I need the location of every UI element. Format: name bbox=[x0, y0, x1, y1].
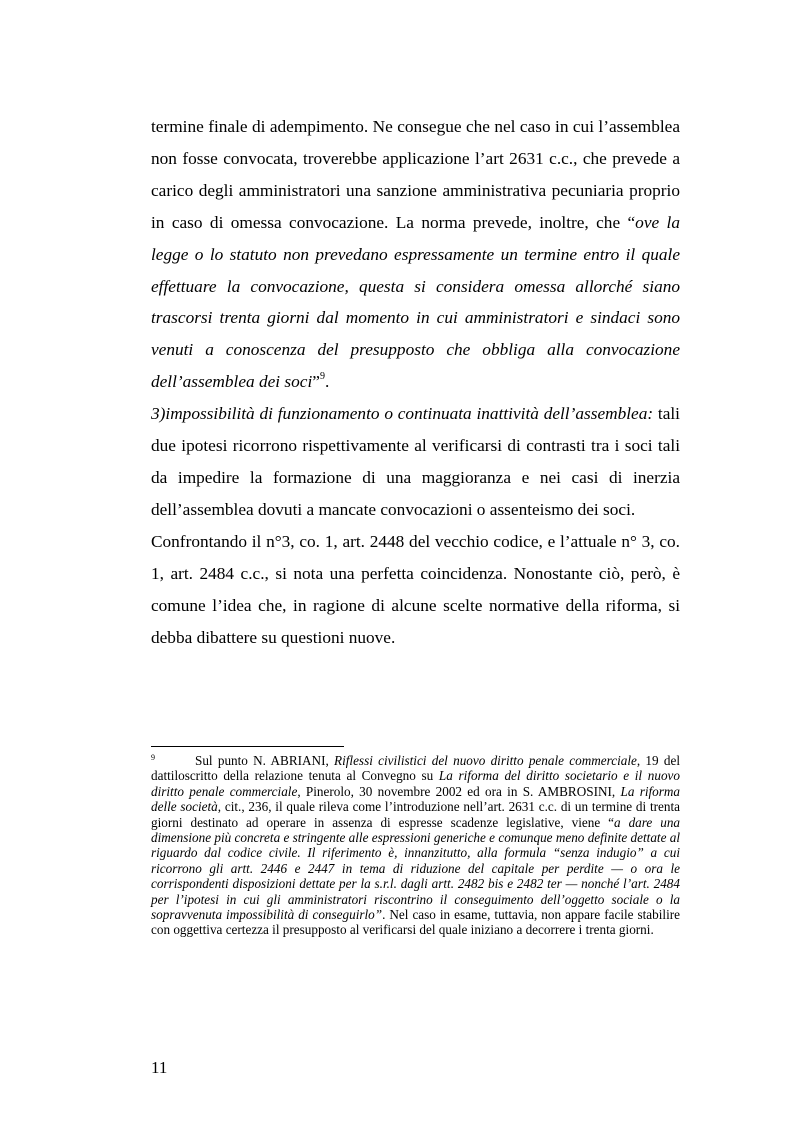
footnote-text: , Pinerolo, 30 novembre 2002 ed ora in S. AMBROSINI, bbox=[297, 783, 621, 799]
body-text bbox=[151, 111, 680, 653]
paragraph-2-text: tali due ipotesi ricorrono rispettivamente al verificarsi di contrasti tra i soci tali da impedire la formazione di una maggioranza e nei casi di inerzia dell’assemblea dovuti a mancate convocazioni o assenteismo dei soci. bbox=[151, 404, 680, 519]
paragraph-1-text: termine finale di adempimento. Ne consegue che nel caso in cui l’assemblea non fosse convocata, troverebbe applicazione l’art 2631 c.c., che prevede a carico degli amministratori una sanzione amministrativa pecuniaria proprio in caso di omessa convocazione. La norma prevede, inoltre, che “ bbox=[151, 117, 680, 232]
footnote-text: , 19 del dattiloscritto della relazione tenuta al Convegno su bbox=[151, 753, 680, 784]
footnote-text: , cit., 236, il quale rileva come l’introduzione nell’art. 2631 c.c. di un termine di trenta giorni destinato ad operare in assenza di espresse scadenze legislative, viene “ bbox=[151, 799, 680, 830]
paragraph-1-end: . bbox=[324, 372, 330, 392]
footnote-quote: a dare una dimensione più concreta e stringente alle espressioni generiche e comunque meno definite dettate al riguardo dal codice civile. Il riferimento è, innanzitutto, alla formula “senza indugio” a cui ricorrono gli artt. 2446 e 2447 in tema di riduzione del capitale per perdite — o ora le corrispondenti disposizioni dettate per la s.r.l. dagli artt. 2482 bis e 2482 ter — nonché l’art. 2484 per l’ipotesi in cui gli amministratori riscontrino il conseguimento dell’oggetto sociale o la sopravvenuta impossibilità di conseguirlo” bbox=[151, 814, 681, 923]
footnote-text: . Nel caso in esame, tuttavia, non appare facile stabilire con oggettiva certezza il presupposto al verificarsi del quale iniziano a decorrere i trenta giorni. bbox=[151, 907, 680, 938]
footnote-number: 9 bbox=[151, 753, 155, 762]
quoted-norm: ove la legge o lo statuto non prevedano espressamente un termine entro il quale effettuare la convocazione, questa si considera omessa allorché siano trascorsi trenta giorni dal momento in cui amministratori e sindaci sono venuti a conoscenza del presupposto che obbliga alla convocazione dell’assemblea dei soci bbox=[151, 212, 680, 392]
paragraph-3: Confrontando il n°3, co. 1, art. 2448 del vecchio codice, e l’attuale n° 3, co. 1, art. 2484 c.c., si nota una perfetta coincidenza. Nonostante ciò, però, è comune l’idea che, in ragione di alcune scelte normative della riforma, si debba dibattere su questioni nuove. bbox=[151, 531, 680, 647]
list-item-heading: 3)impossibilità di funzionamento o continuata inattività dell’assemblea: bbox=[151, 404, 654, 424]
footnote-text: Sul punto N. ABRIANI, bbox=[195, 753, 335, 768]
footnote-reference: 9 bbox=[319, 371, 325, 383]
footnote-title: La riforma del diritto societario e il nuovo diritto penale commerciale bbox=[151, 768, 680, 799]
paragraph-1 bbox=[151, 111, 680, 398]
paragraph-2 bbox=[151, 398, 680, 526]
footnote-title: Riflessi civilistici del nuovo diritto penale commerciale bbox=[334, 753, 637, 768]
closing-quote: ” bbox=[312, 372, 320, 392]
footnote-title: La riforma delle società bbox=[151, 783, 680, 815]
page-number: 11 bbox=[151, 1058, 168, 1077]
footnote bbox=[151, 753, 680, 938]
footnote-separator bbox=[151, 746, 344, 747]
